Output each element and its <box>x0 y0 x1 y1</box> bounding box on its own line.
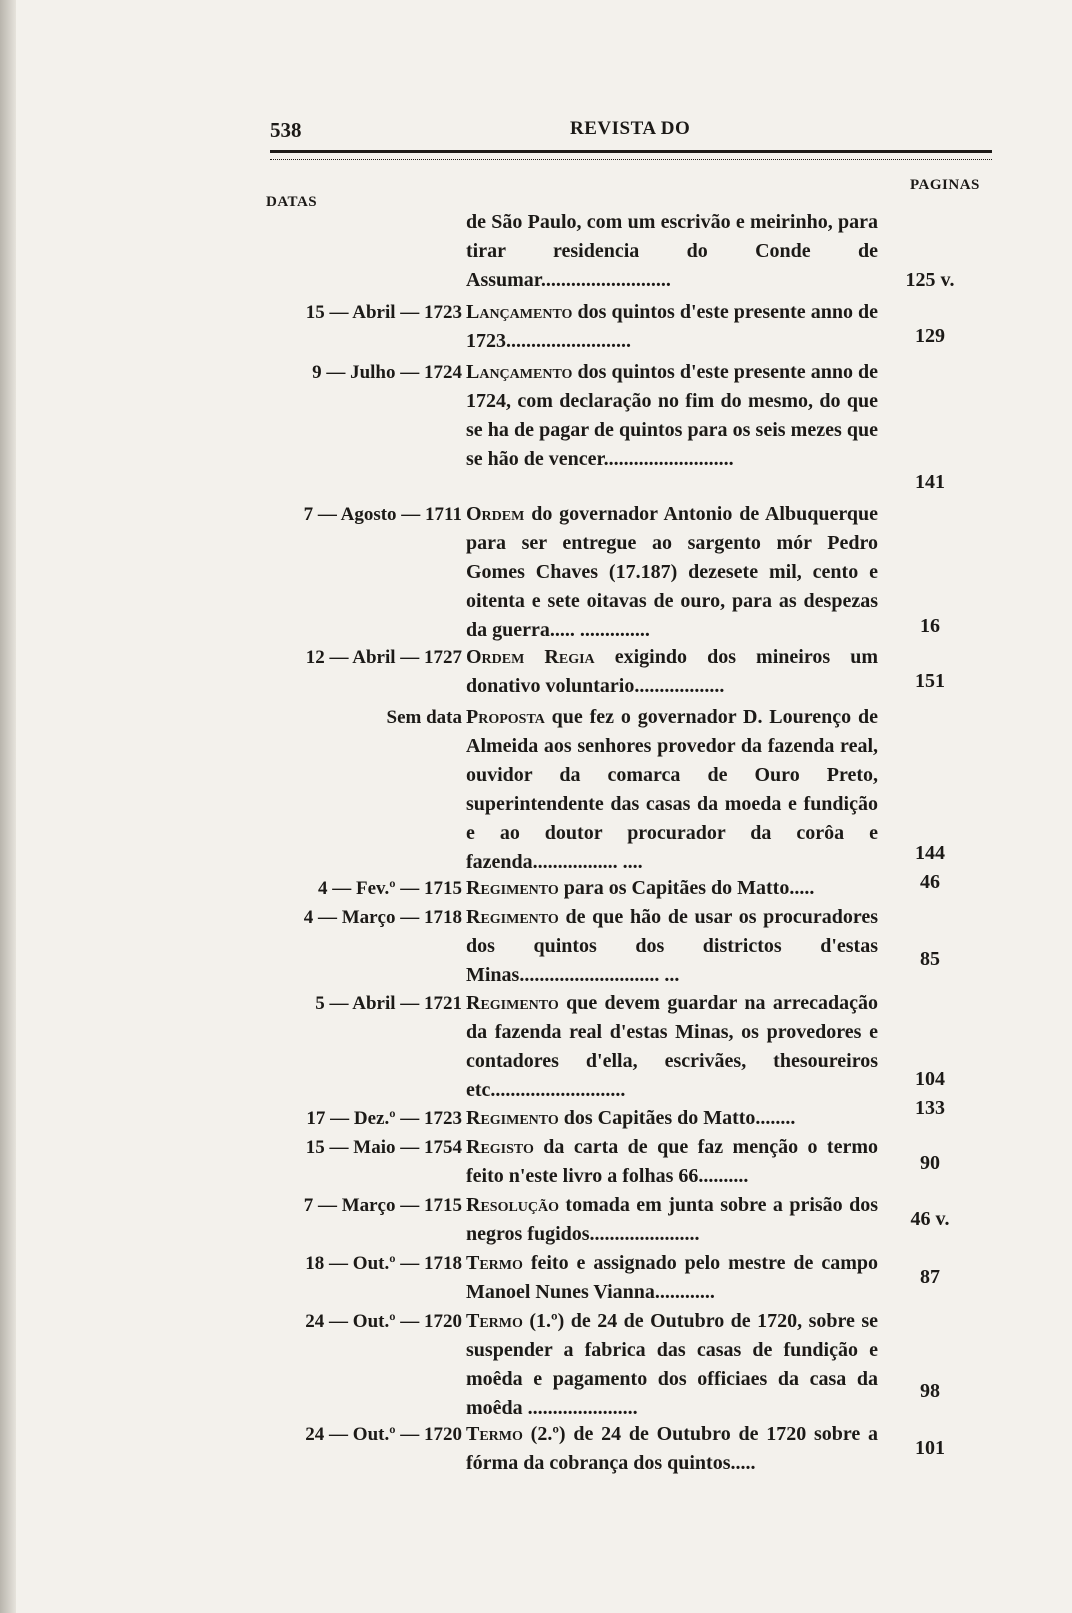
entry-page: 98 <box>920 1380 940 1402</box>
entry-text <box>466 1420 878 1478</box>
entry-keyword: Termo <box>466 1310 523 1332</box>
page-number: 538 <box>270 118 302 142</box>
entry-page: 101 <box>915 1437 945 1459</box>
entry-date: 15 — Abril — 1723 <box>305 302 462 323</box>
entry-description: de que hão de usar os procuradores dos quintos dos districtos d'estas Minas............................ ... <box>466 906 878 986</box>
entry-date: 15 — Maio — 1754 <box>305 1137 462 1158</box>
entry-page: 104 <box>915 1068 945 1090</box>
entry-description: da carta de que faz menção o termo feito n'este livro a folhas 66.......... <box>466 1136 878 1187</box>
entry-keyword: Termo <box>466 1423 523 1445</box>
entry-keyword: Proposta <box>466 706 545 728</box>
entry-keyword: Lançamento <box>466 301 573 323</box>
entry-date: 24 — Out.º — 1720 <box>305 1424 462 1445</box>
entry-keyword: Ordem <box>466 503 525 525</box>
entry-date: 7 — Março — 1715 <box>303 1195 462 1216</box>
entry-page: 125 v. <box>905 269 955 291</box>
entry-keyword: Registo <box>466 1136 534 1158</box>
entry-description: do governador Antonio de Albuquerque para ser entregue ao sargento mór Pedro Gomes Chaves (17.187) dezesete mil, cento e oitenta e sete oitavas de ouro, para as despezas da guerra..... .............. <box>466 503 878 641</box>
entry-date: 24 — Out.º — 1720 <box>305 1311 462 1332</box>
entry-text <box>466 874 878 903</box>
entry-date: 5 — Abril — 1721 <box>315 993 462 1014</box>
entry-text <box>466 208 878 295</box>
entry-text <box>466 500 878 645</box>
entry-page: 16 <box>920 615 940 637</box>
entry-description: (1.º) de 24 de Outubro de 1720, sobre se suspender a fabrica das casas de fundição e moêda e pagamento dos officiaes da casa da moêda ...................... <box>466 1310 878 1419</box>
entry-page: 90 <box>920 1152 940 1174</box>
entry-description: de São Paulo, com um escrivão e meirinho, para tirar residencia do Conde de Assumar.......................... <box>466 211 878 291</box>
entry-description: dos Capitães do Matto........ <box>558 1107 796 1129</box>
entry-text <box>466 298 878 356</box>
entry-date: 4 — Março — 1718 <box>303 907 462 928</box>
entry-text <box>466 643 878 701</box>
entry-page: 87 <box>920 1266 940 1288</box>
entry-page: 129 <box>915 325 945 347</box>
entry-description: exigindo dos mineiros um donativo voluntario.................. <box>466 646 879 697</box>
entry-text <box>466 1104 878 1133</box>
entry-description: (2.º) de 24 de Outubro de 1720 sobre a fórma da cobrança dos quintos..... <box>466 1423 878 1474</box>
entry-description: para os Capitães do Matto..... <box>558 877 815 899</box>
entry-date: 7 — Agosto — 1711 <box>303 504 462 525</box>
running-title: REVISTA DO <box>570 118 691 139</box>
entry-page: 46 v. <box>910 1208 950 1230</box>
entry-keyword: Regimento <box>466 992 559 1014</box>
entry-keyword: Resolução <box>466 1194 560 1216</box>
entry-page: 85 <box>920 948 940 970</box>
entry-page: 141 <box>915 471 945 493</box>
entry-date: 12 — Abril — 1727 <box>305 647 462 668</box>
entry-description: dos quintos d'este presente anno de 1724, com declaração no fim do mesmo, do que se ha de pagar de quintos para os seis mezes que se hão de vencer.......................... <box>466 361 878 470</box>
entry-description: que devem guardar na arrecadação da fazenda real d'estas Minas, os provedores e contadores d'ella, escrivães, thesoureiros etc........................... <box>466 992 878 1101</box>
entry-page: 133 <box>915 1097 945 1119</box>
page-edge <box>0 0 16 1613</box>
entry-date: 4 — Fev.º — 1715 <box>317 878 462 899</box>
entry-keyword: Regimento <box>466 906 559 928</box>
entry-text <box>466 1133 878 1191</box>
entry-text <box>466 1249 878 1307</box>
entry-text <box>466 358 878 474</box>
entry-page: 46 <box>920 871 940 893</box>
header-rule <box>270 150 992 160</box>
entry-description: tomada em junta sobre a prisão dos negros fugidos...................... <box>466 1194 878 1245</box>
entry-keyword: Lançamento <box>466 361 573 383</box>
column-header-paginas: PAGINAS <box>910 177 980 193</box>
entry-date: 18 — Out.º — 1718 <box>305 1253 462 1274</box>
entry-page: 144 <box>915 842 945 864</box>
entry-date: 9 — Julho — 1724 <box>312 362 462 383</box>
column-header-datas: DATAS <box>266 194 318 210</box>
entry-description: dos quintos d'este presente anno de 1723......................... <box>466 301 878 352</box>
entry-date: 17 — Dez.º — 1723 <box>306 1108 462 1129</box>
entry-page: 151 <box>915 670 945 692</box>
entry-keyword: Ordem Regia <box>466 646 595 668</box>
entry-keyword: Termo <box>466 1252 523 1274</box>
entry-text <box>466 903 878 990</box>
entry-keyword: Regimento <box>466 877 559 899</box>
page-header <box>270 118 992 146</box>
entry-text <box>466 703 878 877</box>
entry-text <box>466 1191 878 1249</box>
entry-text <box>466 989 878 1105</box>
entry-description: feito e assignado pelo mestre de campo Manoel Nunes Vianna............ <box>466 1252 878 1303</box>
entry-text <box>466 1307 878 1423</box>
entry-description: que fez o governador D. Lourenço de Almeida aos senhores provedor da fazenda real, ouvidor da comarca de Ouro Preto, superintendente das casas da moeda e fundição e ao doutor procurador da corôa e fazenda................. .... <box>466 706 878 873</box>
entry-keyword: Regimento <box>466 1107 559 1129</box>
entry-date: Sem data <box>386 707 462 728</box>
